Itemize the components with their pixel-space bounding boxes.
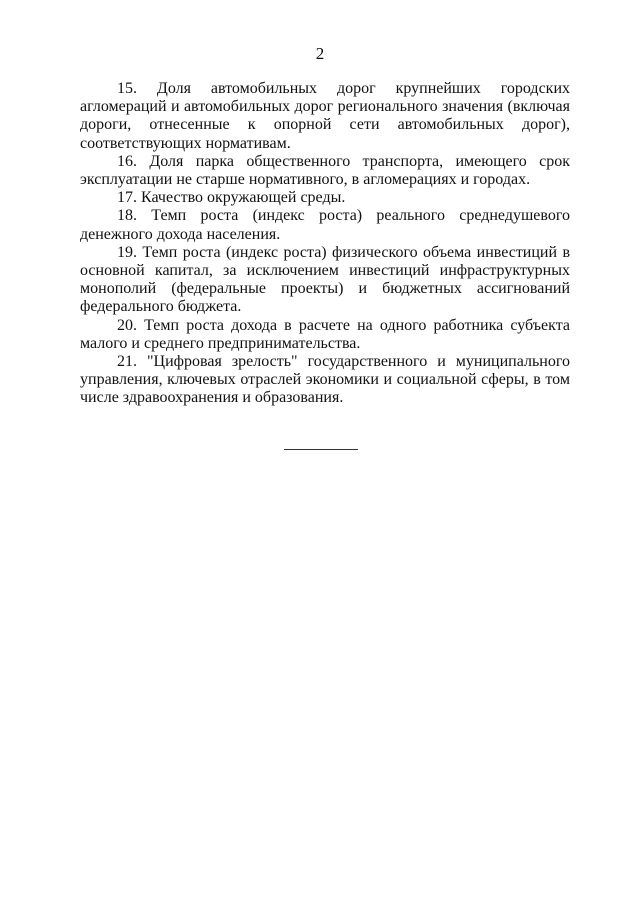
item-number: 20. xyxy=(117,316,137,334)
item-number: 19. xyxy=(117,243,137,261)
list-item xyxy=(80,80,570,153)
page-number: 2 xyxy=(315,44,325,63)
item-number: 17. xyxy=(117,189,137,207)
item-number: 15. xyxy=(117,80,137,97)
item-text: Темп роста (индекс роста) реального среднедушевого денежного дохода населения. xyxy=(80,207,570,243)
list-item xyxy=(80,317,570,353)
document-body xyxy=(80,80,570,408)
item-text: Темп роста (индекс роста) физического объема инвестиций в основной капитал, за исключением инвестиций инфраструктурных монополий (федеральные проекты) и бюджетных ассигнований федерального бюджета. xyxy=(80,243,571,316)
list-item xyxy=(80,244,570,317)
item-text: Темп роста дохода в расчете на одного работника субъекта малого и среднего предпринимательства. xyxy=(80,316,571,352)
end-separator-line xyxy=(284,449,358,450)
list-item xyxy=(80,207,570,243)
item-number: 16. xyxy=(117,152,137,170)
list-item xyxy=(80,153,570,189)
list-item xyxy=(80,189,570,207)
item-text: Качество окружающей среды. xyxy=(141,189,346,207)
item-text: Доля автомобильных дорог крупнейших городских агломераций и автомобильных дорог регионального значения (включая дороги, отнесенные к опорной сети автомобильных дорог), соответствующих нормативам. xyxy=(80,80,571,152)
item-text: Доля парка общественного транспорта, имеющего срок эксплуатации не старше нормативного, в агломерациях и городах. xyxy=(80,152,571,189)
list-item xyxy=(80,353,570,408)
item-number: 21. xyxy=(117,353,137,371)
item-number: 18. xyxy=(117,207,137,225)
item-text: "Цифровая зрелость" государственного и муниципального управления, ключевых отраслей экономики и социальной сферы, в том числе здравоохранения и образования. xyxy=(80,353,570,407)
